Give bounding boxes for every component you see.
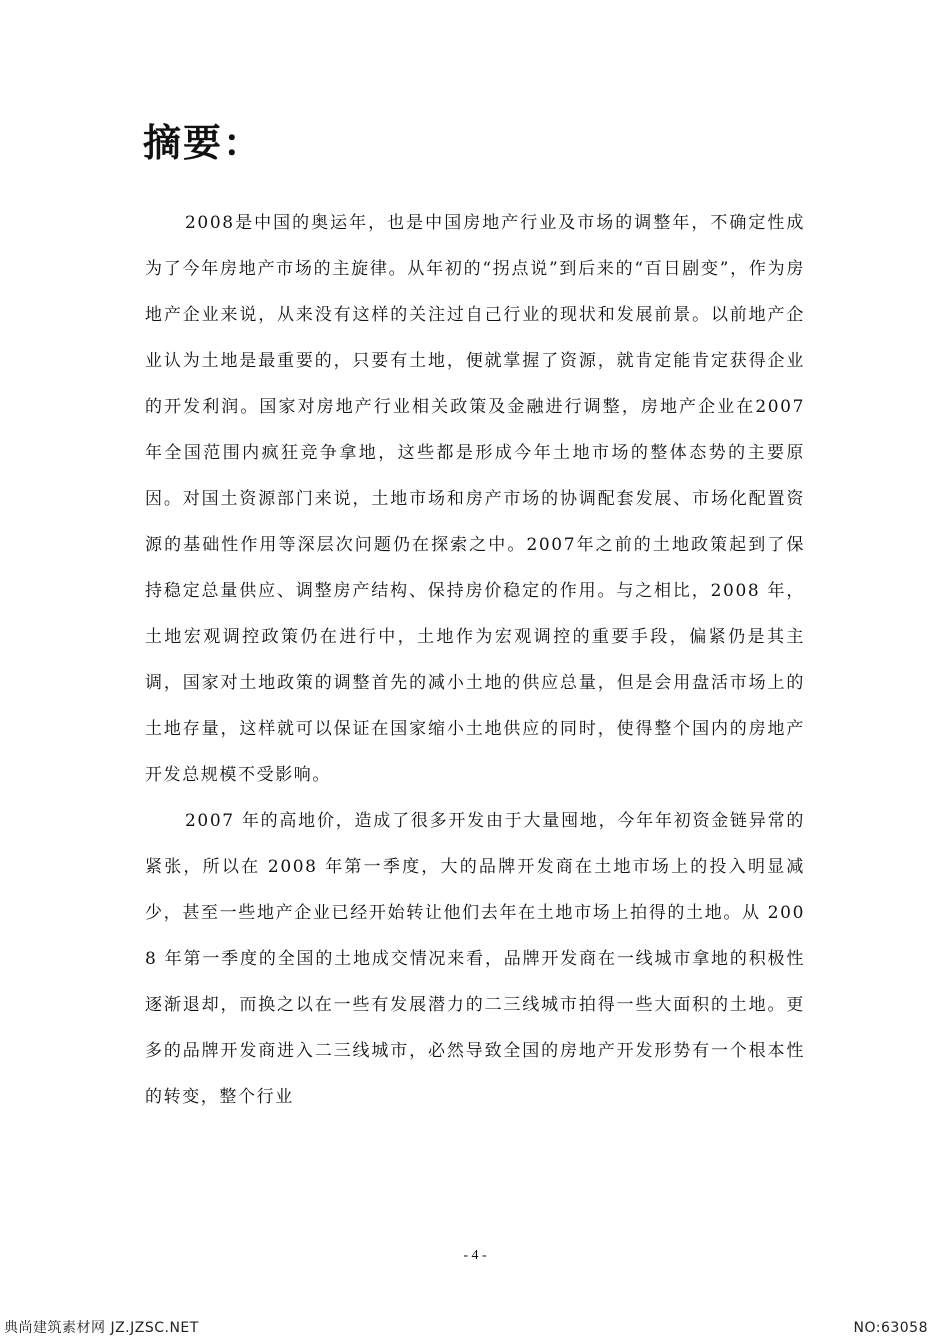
watermark-number: NO:63058 xyxy=(853,1320,928,1336)
abstract-body xyxy=(145,200,805,1120)
paragraph-1: 2008是中国的奥运年，也是中国房地产行业及市场的调整年，不确定性成为了今年房地产市场的主旋律。从年初的“拐点说”到后来的“百日剧变”，作为房地产企业来说，从来没有这样的关注过自己行业的现状和发展前景。以前地产企业认为土地是最重要的，只要有土地，便就掌握了资源，就肯定能肯定获得企业的开发利润。国家对房地产行业相关政策及金融进行调整，房地产企业在2007 年全国范围内疯狂竞争拿地，这些都是形成今年土地市场的整体态势的主要原因。对国土资源部门来说，土地市场和房产市场的协调配套发展、市场化配置资源的基础性作用等深层次问题仍在探索之中。2007年之前的土地政策起到了保持稳定总量供应、调整房产结构、保持房价稳定的作用。与之相比，2008 年，土地宏观调控政策仍在进行中，土地作为宏观调控的重要手段，偏紧仍是其主调，国家对土地政策的调整首先的减小土地的供应总量，但是会用盘活市场上的土地存量，这样就可以保证在国家缩小土地供应的同时，使得整个国内的房地产开发总规模不受影响。 xyxy=(145,213,805,785)
page-number: - 4 - xyxy=(463,1248,487,1263)
page-title: 摘要： xyxy=(143,120,264,165)
paragraph-2: 2007 年的高地价，造成了很多开发由于大量囤地，今年年初资金链异常的紧张，所以在 2008 年第一季度，大的品牌开发商在土地市场上的投入明显减少，甚至一些地产企业已经开始转让他们去年在土地市场上拍得的土地。从 2008 年第一季度的全国的土地成交情况来看，品牌开发商在一线城市拿地的积极性逐渐退却，而换之以在一些有发展潜力的二三线城市拍得一些大面积的土地。更多的品牌开发商进入二三线城市，必然导致全国的房地产开发形势有一个根本性的转变，整个行业 xyxy=(145,811,805,1107)
watermark-site: 典尚建筑素材网 JZ.JZSC.NET xyxy=(4,1320,199,1336)
